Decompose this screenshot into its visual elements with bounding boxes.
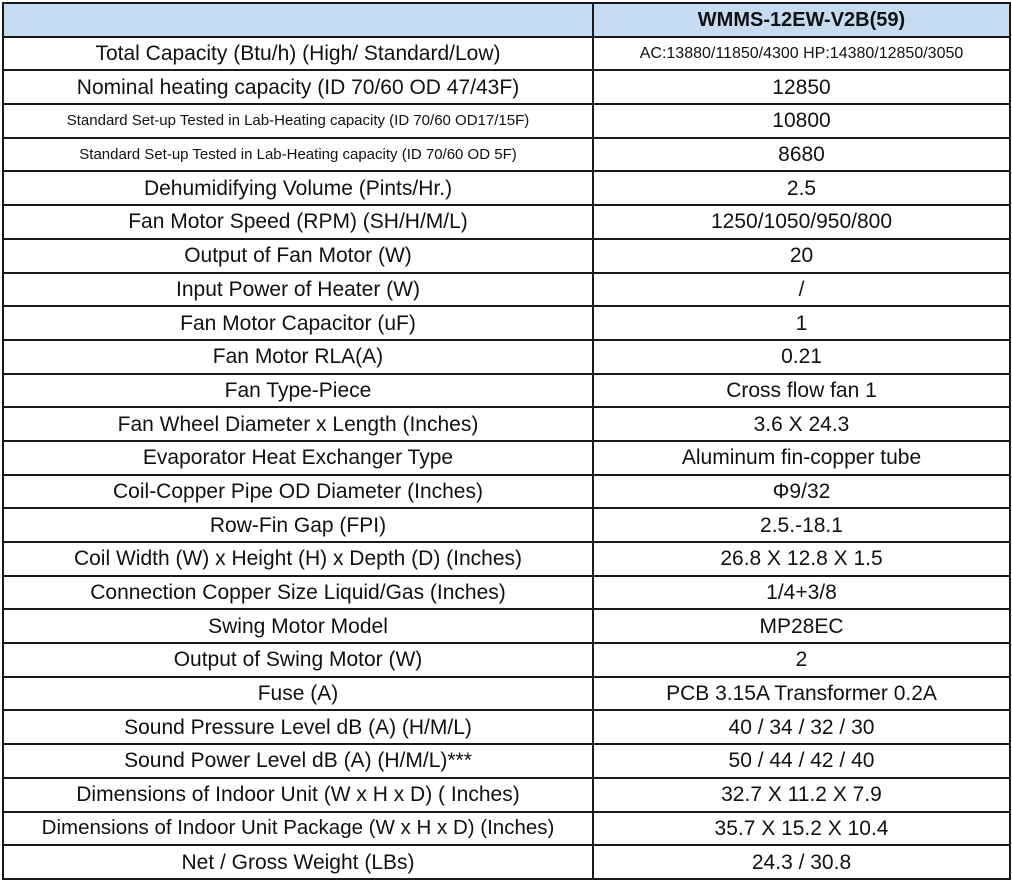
spec-label: Dehumidifying Volume (Pints/Hr.) bbox=[3, 171, 593, 205]
spec-value: 40 / 34 / 32 / 30 bbox=[593, 710, 1010, 744]
spec-value: 12850 bbox=[593, 70, 1010, 104]
header-row bbox=[3, 3, 1010, 37]
spec-label: Total Capacity (Btu/h) (High/ Standard/Low) bbox=[3, 37, 593, 71]
spec-value: 2.5.-18.1 bbox=[593, 508, 1010, 542]
table-row bbox=[3, 340, 1010, 374]
spec-label: Input Power of Heater (W) bbox=[3, 273, 593, 307]
table-row bbox=[3, 104, 1010, 138]
spec-value: 26.8 X 12.8 X 1.5 bbox=[593, 542, 1010, 576]
spec-value: AC:13880/11850/4300 HP:14380/12850/3050 bbox=[593, 37, 1010, 71]
table-row bbox=[3, 576, 1010, 610]
spec-value: 2.5 bbox=[593, 171, 1010, 205]
table-row bbox=[3, 171, 1010, 205]
spec-label: Fan Motor RLA(A) bbox=[3, 340, 593, 374]
spec-value: 20 bbox=[593, 239, 1010, 273]
spec-value: 1/4+3/8 bbox=[593, 576, 1010, 610]
table-row bbox=[3, 306, 1010, 340]
table-row bbox=[3, 710, 1010, 744]
spec-value: Φ9/32 bbox=[593, 475, 1010, 509]
spec-value: 35.7 X 15.2 X 10.4 bbox=[593, 812, 1010, 846]
table-row bbox=[3, 37, 1010, 71]
spec-label: Standard Set-up Tested in Lab-Heating capacity (ID 70/60 OD 5F) bbox=[3, 138, 593, 172]
spec-value: Cross flow fan 1 bbox=[593, 374, 1010, 408]
spec-value: 10800 bbox=[593, 104, 1010, 138]
table-row bbox=[3, 778, 1010, 812]
table-row bbox=[3, 273, 1010, 307]
spec-value: 32.7 X 11.2 X 7.9 bbox=[593, 778, 1010, 812]
spec-label: Output of Fan Motor (W) bbox=[3, 239, 593, 273]
spec-value: 1250/1050/950/800 bbox=[593, 205, 1010, 239]
table-row bbox=[3, 812, 1010, 846]
spec-label: Net / Gross Weight (LBs) bbox=[3, 845, 593, 879]
table-row bbox=[3, 70, 1010, 104]
table-row bbox=[3, 374, 1010, 408]
table-row bbox=[3, 508, 1010, 542]
table-row bbox=[3, 845, 1010, 879]
spec-label: Evaporator Heat Exchanger Type bbox=[3, 441, 593, 475]
spec-label: Standard Set-up Tested in Lab-Heating capacity (ID 70/60 OD17/15F) bbox=[3, 104, 593, 138]
spec-value: / bbox=[593, 273, 1010, 307]
spec-value: MP28EC bbox=[593, 609, 1010, 643]
table-row bbox=[3, 609, 1010, 643]
spec-value: 2 bbox=[593, 643, 1010, 677]
spec-label: Fan Motor Speed (RPM) (SH/H/M/L) bbox=[3, 205, 593, 239]
table-row bbox=[3, 744, 1010, 778]
spec-value: 0.21 bbox=[593, 340, 1010, 374]
spec-label: Coil Width (W) x Height (H) x Depth (D) (Inches) bbox=[3, 542, 593, 576]
spec-label: Coil-Copper Pipe OD Diameter (Inches) bbox=[3, 475, 593, 509]
model-header: WMMS-12EW-V2B(59) bbox=[593, 3, 1010, 37]
spec-value: 50 / 44 / 42 / 40 bbox=[593, 744, 1010, 778]
table-row bbox=[3, 205, 1010, 239]
spec-value: 3.6 X 24.3 bbox=[593, 407, 1010, 441]
table-row bbox=[3, 441, 1010, 475]
spec-label: Row-Fin Gap (FPI) bbox=[3, 508, 593, 542]
spec-label: Dimensions of Indoor Unit Package (W x H x D) (Inches) bbox=[3, 812, 593, 846]
table-row bbox=[3, 643, 1010, 677]
spec-label: Nominal heating capacity (ID 70/60 OD 47/43F) bbox=[3, 70, 593, 104]
spec-label: Sound Pressure Level dB (A) (H/M/L) bbox=[3, 710, 593, 744]
spec-value: PCB 3.15A Transformer 0.2A bbox=[593, 677, 1010, 711]
spec-value: 8680 bbox=[593, 138, 1010, 172]
spec-value: 1 bbox=[593, 306, 1010, 340]
table-row bbox=[3, 239, 1010, 273]
spec-label: Output of Swing Motor (W) bbox=[3, 643, 593, 677]
spec-label: Sound Power Level dB (A) (H/M/L)*** bbox=[3, 744, 593, 778]
spec-label: Swing Motor Model bbox=[3, 609, 593, 643]
table-row bbox=[3, 475, 1010, 509]
table-row bbox=[3, 542, 1010, 576]
spec-label: Fan Type-Piece bbox=[3, 374, 593, 408]
spec-label: Fuse (A) bbox=[3, 677, 593, 711]
spec-value: 24.3 / 30.8 bbox=[593, 845, 1010, 879]
header-blank-cell bbox=[3, 3, 593, 37]
spec-table bbox=[2, 2, 1011, 880]
spec-label: Fan Wheel Diameter x Length (Inches) bbox=[3, 407, 593, 441]
spec-label: Dimensions of Indoor Unit (W x H x D) ( Inches) bbox=[3, 778, 593, 812]
table-row bbox=[3, 407, 1010, 441]
table-row bbox=[3, 677, 1010, 711]
spec-label: Connection Copper Size Liquid/Gas (Inches) bbox=[3, 576, 593, 610]
spec-label: Fan Motor Capacitor (uF) bbox=[3, 306, 593, 340]
table-row bbox=[3, 138, 1010, 172]
spec-value: Aluminum fin-copper tube bbox=[593, 441, 1010, 475]
